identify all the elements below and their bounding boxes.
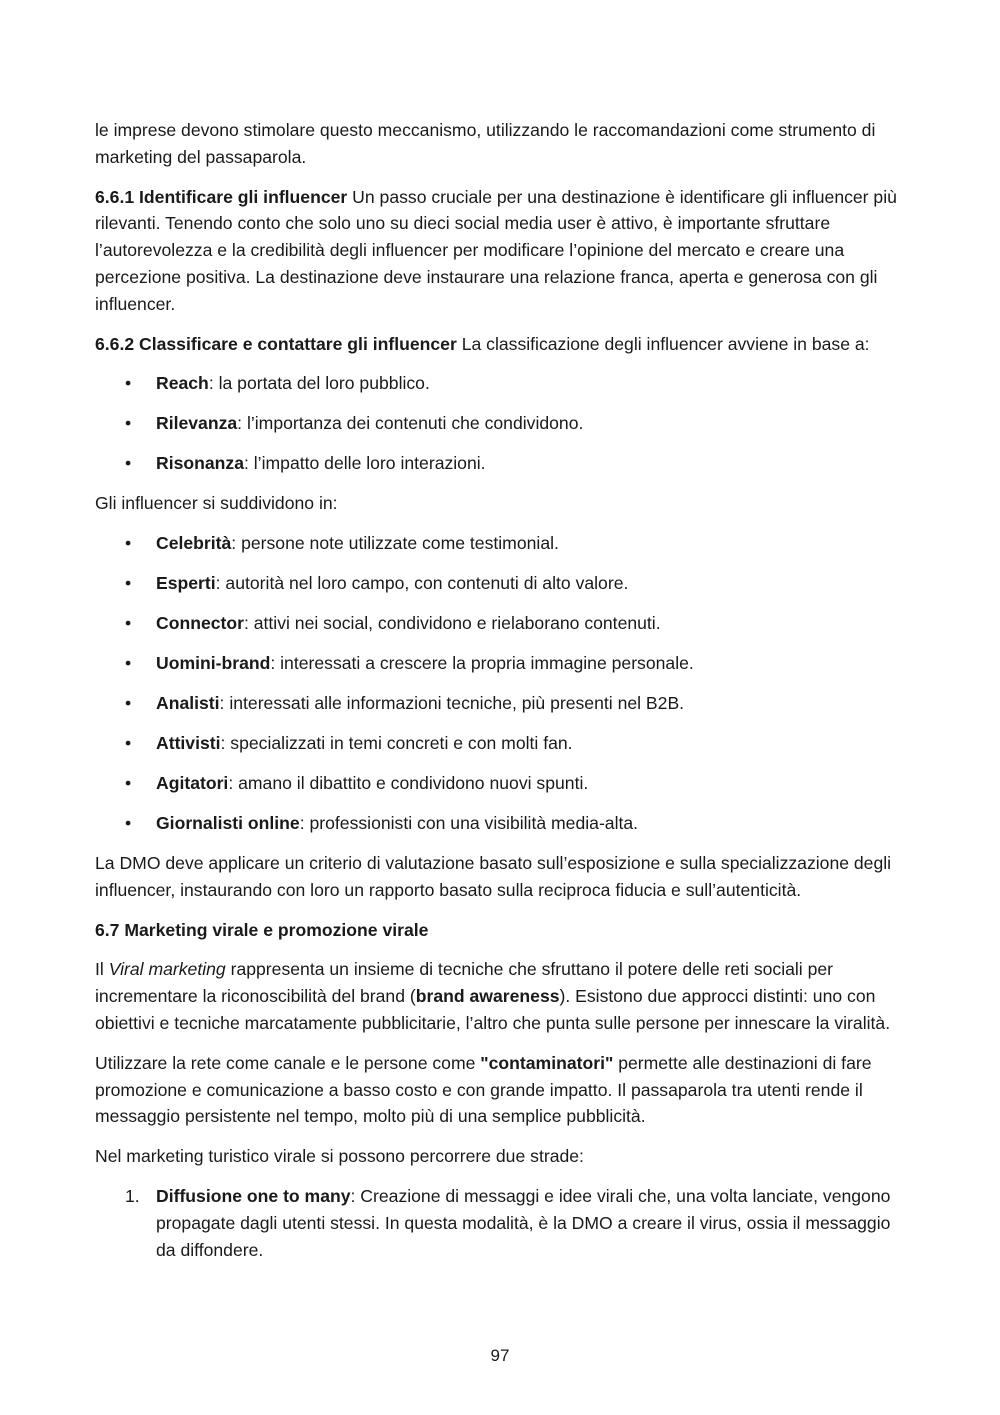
section-text: Un passo cruciale per una destinazione è identificare gli influencer più rilevanti. Tenendo conto che solo uno su dieci social media user è attivo, è importante sfruttare l’autorevolezza e la credibilità degli influencer per modificare l’opinione del mercato e creare una percezione positiva. La destinazione deve instaurare una relazione franca, aperta e generosa con gli influencer.	[95, 186, 897, 314]
section-heading: 6.7 Marketing virale e promozione virale	[95, 919, 429, 940]
item-desc: : interessati alle informazioni tecniche, più presenti nel B2B.	[219, 693, 685, 714]
item-term: Attivisti	[156, 733, 221, 754]
item-number: 1.	[125, 1185, 140, 1206]
list-item	[95, 810, 905, 837]
types-intro: Gli influencer si suddividono in:	[95, 493, 338, 514]
list-item	[95, 690, 905, 717]
list-item	[95, 370, 905, 397]
text-run: Utilizzare la rete come canale e le persone come	[95, 1052, 481, 1073]
roads-intro: Nel marketing turistico virale si possono percorrere due strade:	[95, 1146, 584, 1167]
item-desc: : professionisti con una visibilità media-alta.	[299, 813, 639, 834]
section-text: La classificazione degli influencer avviene in base a:	[456, 333, 870, 354]
item-term: Agitatori	[156, 773, 229, 794]
item-desc: : l’importanza dei contenuti che condividono.	[237, 413, 584, 434]
list-item	[95, 410, 905, 437]
item-desc: : persone note utilizzate come testimonial.	[231, 533, 559, 554]
item-desc: : Creazione di messaggi e idee virali che, una volta lanciate, vengono propagate dagli utenti stessi. In questa modalità, è la DMO a creare il virus, ossia il messaggio da diffondere.	[156, 1185, 891, 1260]
page-number: 97	[490, 1346, 510, 1365]
item-term: Uomini-brand	[156, 653, 271, 674]
section-6-7-heading	[95, 917, 905, 944]
list-item	[95, 450, 905, 477]
section-heading: 6.6.2 Classificare e contattare gli influencer	[95, 333, 457, 354]
item-term: Diffusione one to many	[156, 1185, 351, 1206]
bold-term: "contaminatori"	[480, 1052, 614, 1073]
item-desc: : interessati a crescere la propria immagine personale.	[270, 653, 694, 674]
list-item	[95, 650, 905, 677]
section-6-6-1	[95, 184, 905, 318]
list-item	[95, 770, 905, 797]
text-run: permette alle destinazioni di fare promozione e comunicazione a basso costo e con grande impatto. Il passaparola tra utenti rende il messaggio persistente nel tempo, molto più di una semplice pubblicità.	[95, 1052, 872, 1127]
viral-paragraph-1	[95, 956, 905, 1036]
item-desc: : amano il dibattito e condividono nuovi spunti.	[228, 773, 589, 794]
item-term: Reach	[156, 373, 209, 394]
text-run: rappresenta un insieme di tecniche che sfruttano il potere delle reti sociali per incrementare la riconoscibilità del brand (	[95, 959, 834, 1007]
item-term: Esperti	[156, 573, 216, 594]
paragraph-intro: le imprese devono stimolare questo meccanismo, utilizzando le raccomandazioni come strumento di marketing del passaparola.	[95, 120, 876, 167]
dmo-paragraph: La DMO deve applicare un criterio di valutazione basato sull’esposizione e sulla specializzazione degli influencer, instaurando con loro un rapporto basato sulla reciproca fiducia e sull’autenticità.	[95, 853, 892, 900]
section-6-6-2	[95, 331, 905, 358]
item-desc: : l’impatto delle loro interazioni.	[244, 453, 486, 474]
list-item	[95, 730, 905, 757]
item-desc: : autorità nel loro campo, con contenuti di alto valore.	[215, 573, 629, 594]
item-term: Celebrità	[156, 533, 232, 554]
criteria-list	[95, 370, 905, 477]
text-run: Il	[95, 959, 109, 980]
item-term: Connector	[156, 613, 244, 634]
influencer-types-list	[95, 530, 905, 837]
item-term: Giornalisti online	[156, 813, 300, 834]
page-content	[95, 117, 905, 1263]
section-heading: 6.6.1 Identificare gli influencer	[95, 186, 348, 207]
numbered-item	[95, 1183, 905, 1263]
item-desc: : attivi nei social, condividono e rielaborano contenuti.	[243, 613, 661, 634]
roads-list	[95, 1183, 905, 1263]
item-term: Analisti	[156, 693, 220, 714]
bold-term: brand awareness	[415, 986, 560, 1007]
item-term: Risonanza	[156, 453, 244, 474]
text-run: ). Esistono due approcci distinti: uno con obiettivi e tecniche marcatamente pubblicitarie, l’altro che punta sulle persone per innescare la viralità.	[95, 986, 891, 1033]
list-item	[95, 570, 905, 597]
list-item	[95, 530, 905, 557]
item-desc: : la portata del loro pubblico.	[208, 373, 430, 394]
emphasis-term: Viral marketing	[108, 959, 226, 980]
item-term: Rilevanza	[156, 413, 238, 434]
item-desc: : specializzati in temi concreti e con molti fan.	[220, 733, 573, 754]
viral-paragraph-2	[95, 1050, 905, 1130]
list-item	[95, 610, 905, 637]
